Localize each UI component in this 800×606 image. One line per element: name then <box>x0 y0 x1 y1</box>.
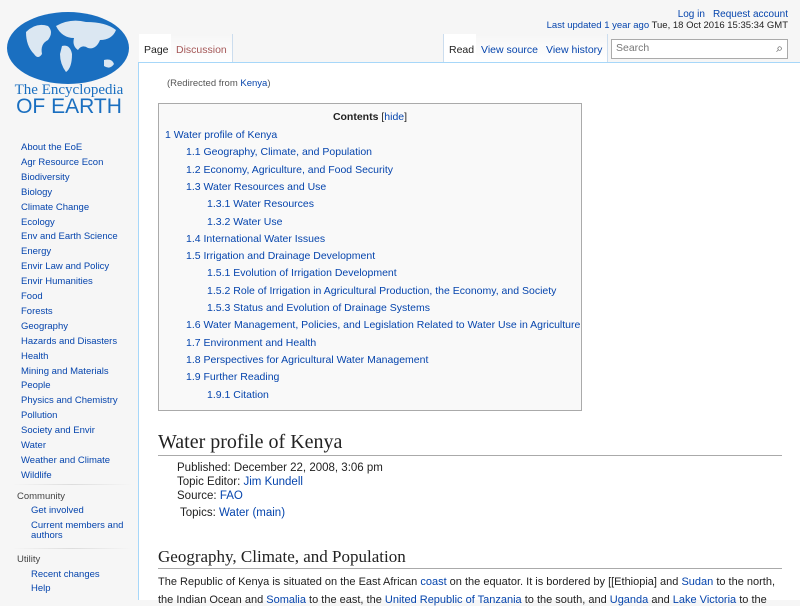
source-label: Source: <box>177 490 220 502</box>
content <box>138 62 800 606</box>
toc-item[interactable]: 1.2 Economy, Agriculture, and Food Security <box>186 163 393 176</box>
page-title: Water profile of Kenya <box>158 431 782 456</box>
paragraph-line <box>158 576 775 588</box>
personal-tools <box>678 9 788 20</box>
tab-read[interactable]: Read <box>443 34 480 62</box>
editor-link[interactable]: Jim Kundell <box>243 476 303 488</box>
sidebar-item-get-involved[interactable]: Get involved <box>31 505 84 516</box>
table-of-contents: Contents [hide] 1 Water profile of Kenya 1.1 Geography, Climate, and Population 1.2 Economy, Agriculture, and Food Security 1.3 Water Resources and Use 1.3.1 Water Resources 1.3.2 Water Use 1.4 International Water Issues 1.5 Irrigation and Drainage Development 1.5.1 Evolution of Irrigation Development 1.5.2 Role of Irrigation in Agricultural Production, the Economy, and Society 1.5.3 Status and Evolution of Drainage Systems 1.6 Water Management, Policies, and Legislation Related to Water Use in Agriculture 1.7 Environment and Health 1.8 Perspectives for Agricultural Water Management 1.9 Further Reading 1.9.1 Citation <box>158 103 582 411</box>
text-run: and <box>648 594 673 606</box>
sidebar-item-food[interactable]: Food <box>21 291 43 302</box>
sidebar-item-envir-humanities[interactable]: Envir Humanities <box>21 276 93 288</box>
sidebar-divider <box>12 484 132 485</box>
sidebar-item-about-the-eoe[interactable]: About the EoE <box>21 142 83 153</box>
toc-item[interactable]: 1.9.1 Citation <box>207 388 269 401</box>
toc-item[interactable]: 1.9 Further Reading <box>186 371 280 384</box>
sidebar-item-recent-changes[interactable]: Recent changes <box>31 569 100 580</box>
redirect-note <box>167 78 271 89</box>
last-updated-date: Tue, 18 Oct 2016 15:35:34 GMT <box>651 20 788 31</box>
source-link[interactable]: FAO <box>219 490 243 502</box>
tab-view-history[interactable]: View history <box>541 34 608 62</box>
toc-item[interactable]: 1.6 Water Management, Policies, and Legislation Related to Water Use in Agriculture <box>186 319 581 332</box>
toc-item[interactable]: 1 Water profile of Kenya <box>165 129 278 141</box>
login-link[interactable]: Log in <box>677 9 705 20</box>
toc-item[interactable]: 1.5.1 Evolution of Irrigation Development <box>207 267 397 280</box>
globe-icon <box>6 12 132 114</box>
request-account-link[interactable]: Request account <box>712 9 788 20</box>
text-run: to the <box>736 594 767 606</box>
sidebar-item-current-members[interactable]: Current members and authors <box>31 520 124 541</box>
redirect-suffix: ) <box>267 78 271 89</box>
toc-item[interactable]: 1.5 Irrigation and Drainage Development <box>186 250 376 263</box>
last-updated <box>547 20 788 31</box>
text-run: to the east, the <box>306 594 385 606</box>
community-heading: Community <box>17 491 66 502</box>
sidebar-item-people[interactable]: People <box>21 380 51 392</box>
sidebar-item-agr-resource-econ[interactable]: Agr Resource Econ <box>21 156 104 168</box>
sidebar-item-envir-law-and-policy[interactable]: Envir Law and Policy <box>21 261 110 273</box>
section-heading: Geography, Climate, and Population <box>158 547 782 569</box>
topics-label: Topics: <box>180 507 219 519</box>
inline-link[interactable]: Somalia <box>266 594 306 606</box>
text-run: to the north, <box>713 576 776 588</box>
sidebar-item-geography[interactable]: Geography <box>21 320 69 332</box>
sidebar-item-help[interactable]: Help <box>31 583 51 594</box>
toc-item[interactable]: 1.7 Environment and Health <box>186 336 317 349</box>
sidebar-item-health[interactable]: Health <box>21 350 49 362</box>
toc-item[interactable]: 1.1 Geography, Climate, and Population <box>186 146 373 159</box>
sidebar-item-env-and-earth-science[interactable]: Env and Earth Science <box>21 231 118 243</box>
text-run: on the equator. It is bordered by [[Ethiopia] and <box>446 576 682 588</box>
toc-item[interactable]: 1.3.1 Water Resources <box>207 198 314 211</box>
paragraph-line <box>158 594 767 606</box>
toc-title: Contents <box>332 111 379 123</box>
toc-item[interactable]: 1.5.3 Status and Evolution of Drainage Systems <box>207 302 430 314</box>
toc-item[interactable]: 1.4 International Water Issues <box>186 232 326 245</box>
search-icon[interactable]: ⌕ <box>776 41 783 55</box>
last-updated-link[interactable]: Last updated 1 year ago <box>546 20 650 31</box>
sidebar-item-hazards-and-disasters[interactable]: Hazards and Disasters <box>21 335 118 347</box>
sidebar-divider <box>12 548 132 549</box>
sidebar-item-ecology[interactable]: Ecology <box>21 216 55 228</box>
sidebar-item-biodiversity[interactable]: Biodiversity <box>21 171 70 183</box>
inline-link[interactable]: Uganda <box>609 594 649 606</box>
sidebar-item-energy[interactable]: Energy <box>21 246 52 258</box>
sidebar-item-wildlife[interactable]: Wildlife <box>21 469 52 481</box>
sidebar-item-mining-and-materials[interactable]: Mining and Materials <box>21 365 109 377</box>
sidebar-item-water[interactable]: Water <box>21 440 46 451</box>
source <box>177 490 243 502</box>
tab-view-source[interactable]: View source <box>476 34 544 62</box>
sidebar-item-weather-and-climate[interactable]: Weather and Climate <box>21 454 111 466</box>
inline-link[interactable]: Sudan <box>681 576 714 588</box>
tab-discussion[interactable]: Discussion <box>171 34 233 62</box>
tab-page[interactable]: Page <box>139 34 175 62</box>
topic-editor <box>177 476 303 488</box>
toc-item[interactable]: 1.8 Perspectives for Agricultural Water Management <box>186 353 429 366</box>
topics <box>180 507 285 519</box>
sidebar-item-forests[interactable]: Forests <box>21 305 53 317</box>
search-input[interactable] <box>611 39 788 59</box>
text-run: the Indian Ocean and <box>158 594 267 606</box>
sidebar-item-society-and-envir[interactable]: Society and Envir <box>21 425 95 437</box>
search-placeholder: Search <box>616 42 650 54</box>
text-run: The Republic of Kenya is situated on the East African <box>158 576 421 588</box>
toc-hide-link[interactable]: hide <box>384 111 405 123</box>
svg-text:OF EARTH: OF EARTH <box>16 95 122 114</box>
inline-link[interactable]: Lake Victoria <box>672 594 737 606</box>
utility-heading: Utility <box>17 554 41 565</box>
toc-item[interactable]: 1.3.2 Water Use <box>207 215 283 228</box>
topics-link[interactable]: Water (main) <box>219 507 286 519</box>
redirect-prefix: (Redirected from <box>167 78 241 89</box>
toc-item[interactable]: 1.3 Water Resources and Use <box>186 180 327 193</box>
redirect-link[interactable]: Kenya <box>240 78 268 89</box>
toc-item[interactable]: 1.5.2 Role of Irrigation in Agricultural Production, the Economy, and Society <box>207 284 557 297</box>
inline-link[interactable]: United Republic of Tanzania <box>384 594 522 606</box>
published-date: Published: December 22, 2008, 3:06 pm <box>177 462 383 474</box>
sidebar-item-biology[interactable]: Biology <box>21 186 53 198</box>
sidebar-item-pollution[interactable]: Pollution <box>21 410 58 422</box>
logo[interactable] <box>6 12 132 114</box>
svg-text:The Encyclopedia: The Encyclopedia <box>14 82 124 98</box>
sidebar-item-physics-and-chemistry[interactable]: Physics and Chemistry <box>21 395 118 407</box>
inline-link[interactable]: coast <box>420 576 447 588</box>
editor-label: Topic Editor: <box>177 476 244 488</box>
sidebar-item-climate-change[interactable]: Climate Change <box>21 201 90 213</box>
text-run: to the south, and <box>521 594 610 606</box>
